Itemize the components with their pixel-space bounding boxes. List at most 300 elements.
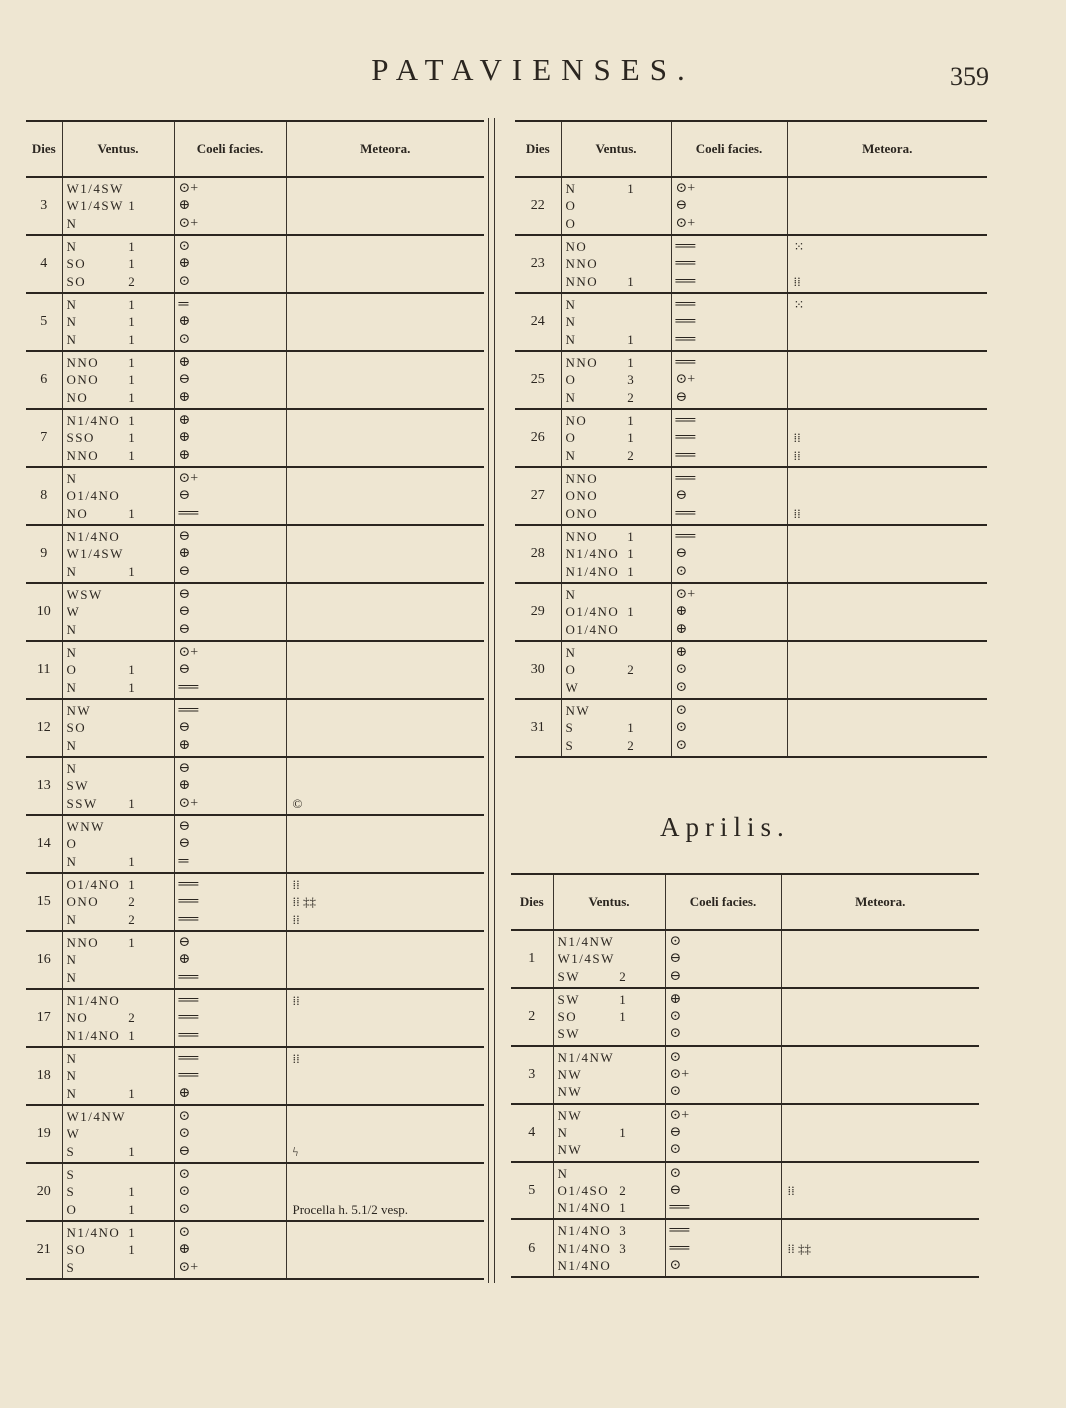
meteora-note (293, 702, 485, 719)
meteora-note (794, 197, 988, 214)
weather-table (515, 120, 987, 758)
sky-symbol: ⊖ (178, 935, 191, 951)
wind-direction: N (66, 471, 78, 487)
sky-cell (174, 1047, 286, 1105)
header-ventus: Ventus. (561, 121, 671, 177)
meteora-note (794, 661, 988, 678)
sky-symbol: ⊙ (669, 934, 682, 949)
day-number: 19 (26, 1105, 62, 1163)
sky-symbol: ⊙ (675, 679, 688, 695)
sky-cell (671, 351, 787, 409)
wind-force: 2 (128, 894, 135, 910)
wind-direction: O (565, 198, 577, 214)
meteora-cell (286, 409, 484, 467)
sky-symbol: ══ (675, 413, 696, 429)
meteora-note (794, 528, 988, 545)
meteora-note (293, 603, 485, 620)
meteora-note (293, 1224, 485, 1241)
meteora-note (293, 835, 485, 852)
wind-force: 1 (128, 372, 135, 388)
meteora-note (788, 991, 980, 1008)
meteora-note: ⁞⁞ (793, 505, 801, 521)
meteora-cell (286, 815, 484, 873)
sky-symbol: ⊙+ (669, 1107, 690, 1123)
wind-cell (62, 525, 174, 583)
sky-cell (174, 989, 286, 1047)
table-row (26, 757, 484, 815)
wind-force: 2 (627, 389, 634, 405)
meteora-cell (781, 1162, 979, 1220)
wind-direction: NW (557, 1142, 583, 1158)
meteora-note (293, 934, 485, 951)
meteora-note (293, 545, 485, 562)
wind-direction: N (66, 331, 78, 347)
meteora-note (293, 563, 485, 580)
header-coeli-facies: Coeli facies. (174, 121, 286, 177)
wind-direction: NNO (66, 935, 100, 951)
wind-direction: N1/4NO (557, 1200, 612, 1216)
table-march-left (26, 120, 484, 1280)
day-number: 6 (26, 351, 62, 409)
sky-symbol: ══ (669, 1240, 690, 1256)
table-row (511, 1162, 979, 1220)
day-number: 10 (26, 583, 62, 641)
sky-cell (174, 467, 286, 525)
table-row (515, 351, 987, 409)
meteora-cell (286, 1047, 484, 1105)
wind-direction: SO (66, 720, 87, 736)
meteora-cell (286, 873, 484, 931)
sky-symbol: ⊙ (669, 1049, 682, 1065)
sky-symbol: ══ (675, 297, 696, 313)
sky-symbol: ⊕ (178, 430, 191, 446)
wind-cell (561, 293, 671, 351)
sky-symbol: ⊖ (178, 488, 191, 504)
wind-force: 1 (128, 198, 135, 214)
meteora-cell (787, 409, 987, 467)
meteora-note (293, 389, 485, 406)
sky-symbol: ⊖ (178, 563, 191, 579)
wind-force: 1 (128, 314, 135, 330)
wind-direction: NNO (565, 273, 599, 289)
wind-force: 1 (128, 1242, 135, 1258)
sky-symbol: ⊙ (675, 662, 688, 678)
wind-cell (62, 583, 174, 641)
wind-direction: O1/4NO (66, 877, 121, 893)
wind-force: 1 (128, 1027, 135, 1043)
sky-symbol: ══ (675, 239, 696, 255)
meteora-note (788, 1025, 980, 1042)
meteora-cell (286, 1221, 484, 1279)
wind-cell (62, 1105, 174, 1163)
table-row (26, 873, 484, 931)
meteora-cell (787, 177, 987, 235)
wind-force: 1 (627, 331, 634, 347)
day-number: 7 (26, 409, 62, 467)
wind-direction: N1/4NO (565, 546, 620, 562)
meteora-note: ⁙ (793, 239, 805, 255)
wind-cell (62, 1221, 174, 1279)
meteora-note (788, 968, 980, 985)
table-row (26, 235, 484, 293)
table-row (26, 293, 484, 351)
sky-symbol: ⊕ (178, 546, 191, 562)
sky-symbol: ⊖ (178, 529, 191, 545)
table-row (515, 177, 987, 235)
weather-table (26, 120, 484, 1280)
sky-symbol: ⊙ (669, 1165, 682, 1181)
sky-cell (671, 699, 787, 757)
sky-symbol: ⊕ (178, 413, 191, 429)
wind-force: 1 (128, 256, 135, 272)
table-row (26, 699, 484, 757)
wind-force: 1 (128, 239, 135, 255)
wind-direction: O (565, 215, 577, 231)
meteora-note: ⁞⁞ (793, 430, 801, 446)
sky-symbol: ══ (178, 993, 199, 1009)
wind-force: 3 (619, 1240, 626, 1256)
table-row (515, 525, 987, 583)
meteora-cell (787, 641, 987, 699)
sky-symbol: ⊕ (675, 645, 688, 661)
table-row (511, 930, 979, 988)
wind-direction: O (565, 430, 577, 446)
sky-symbol: ══ (675, 355, 696, 371)
wind-cell (561, 235, 671, 293)
wind-force: 1 (128, 877, 135, 893)
meteora-note (293, 313, 485, 330)
meteora-note (293, 586, 485, 603)
meteora-cell (781, 930, 979, 988)
sky-symbol: ⊖ (178, 662, 191, 678)
wind-direction: NW (565, 703, 591, 719)
day-number: 27 (515, 467, 561, 525)
wind-force: 1 (128, 1085, 135, 1101)
wind-direction: NNO (565, 256, 599, 272)
sky-symbol: ⊖ (675, 389, 688, 405)
meteora-note (293, 412, 485, 429)
sky-symbol: ⊕ (178, 447, 191, 463)
day-number: 8 (26, 467, 62, 525)
sky-cell (174, 177, 286, 235)
meteora-note (293, 737, 485, 754)
meteora-cell (787, 293, 987, 351)
header-coeli-facies: Coeli facies. (665, 874, 781, 930)
wind-direction: N (66, 737, 78, 753)
wind-force: 2 (619, 968, 626, 984)
meteora-cell (286, 467, 484, 525)
sky-symbol: ⊕ (178, 778, 191, 794)
wind-direction: O (565, 662, 577, 678)
sky-cell (665, 1046, 781, 1104)
meteora-note (293, 1259, 485, 1276)
meteora-note (293, 1183, 485, 1200)
header-meteora: Meteora. (286, 121, 484, 177)
sky-symbol: ══ (178, 1027, 199, 1043)
wind-force: 1 (128, 505, 135, 521)
wind-force: 1 (128, 447, 135, 463)
sky-symbol: ⊕ (178, 198, 191, 214)
sky-symbol: ═ (178, 853, 189, 869)
wind-force: 1 (128, 679, 135, 695)
wind-direction: N (66, 239, 78, 255)
wind-force: 1 (619, 1200, 626, 1216)
sky-symbol: ⊙ (178, 239, 191, 255)
sky-symbol: ══ (178, 1010, 199, 1026)
sky-symbol: ⊙ (669, 1142, 682, 1158)
day-number: 23 (515, 235, 561, 293)
wind-direction: SO (66, 273, 87, 289)
meteora-note (293, 777, 485, 794)
sky-symbol: ⊕ (669, 991, 682, 1007)
meteora-note (794, 412, 988, 429)
meteora-cell (787, 351, 987, 409)
sky-symbol: ══ (675, 505, 696, 521)
meteora-note (293, 505, 485, 522)
sky-symbol: ⊙ (178, 1126, 191, 1142)
meteora-note (293, 429, 485, 446)
wind-cell (62, 293, 174, 351)
wind-direction: N (66, 761, 78, 777)
sky-symbol: ⊙ (178, 1184, 191, 1200)
meteora-cell (787, 467, 987, 525)
meteora-note (293, 296, 485, 313)
sky-cell (174, 1221, 286, 1279)
wind-cell (62, 931, 174, 989)
page-number: 359 (950, 62, 989, 91)
sky-symbol: ⊙ (675, 563, 688, 579)
meteora-note (788, 950, 980, 967)
wind-cell (62, 873, 174, 931)
wind-cell (553, 1219, 665, 1277)
day-number: 6 (511, 1219, 553, 1277)
sky-cell (174, 931, 286, 989)
sky-symbol: ⊖ (178, 604, 191, 620)
day-number: 12 (26, 699, 62, 757)
meteora-cell (286, 931, 484, 989)
month-heading-aprilis: Aprilis. (660, 812, 790, 842)
sky-symbol: ══ (675, 331, 696, 347)
header-ventus: Ventus. (62, 121, 174, 177)
meteora-note (293, 180, 485, 197)
meteora-note (293, 273, 485, 290)
meteora-note (794, 679, 988, 696)
meteora-note: ⁞⁞ (292, 877, 300, 893)
meteora-note: ⁞⁞ (793, 447, 801, 463)
meteora-note (794, 354, 988, 371)
sky-cell (174, 757, 286, 815)
table-row (26, 467, 484, 525)
sky-symbol: ⊖ (178, 720, 191, 736)
sky-symbol: ⊙+ (675, 587, 696, 603)
table-row (26, 351, 484, 409)
wind-direction: SSO (66, 430, 95, 446)
table-row (515, 467, 987, 525)
meteora-note (794, 702, 988, 719)
day-number: 2 (511, 988, 553, 1046)
wind-cell (561, 351, 671, 409)
meteora-note (794, 545, 988, 562)
wind-direction: W (66, 604, 81, 620)
wind-force: 1 (627, 273, 634, 289)
table-row (26, 177, 484, 235)
sky-symbol: ⊖ (178, 761, 191, 777)
sky-cell (671, 293, 787, 351)
sky-cell (671, 235, 787, 293)
header-coeli-facies: Coeli facies. (671, 121, 787, 177)
meteora-note (293, 1009, 485, 1026)
day-number: 3 (511, 1046, 553, 1104)
wind-direction: O (66, 836, 78, 852)
meteora-note: ⁞⁞ (292, 911, 300, 927)
day-number: 28 (515, 525, 561, 583)
wind-direction: NNO (565, 471, 599, 487)
table-row (26, 409, 484, 467)
wind-direction: N (66, 297, 78, 313)
wind-direction: W1/4NW (66, 1109, 127, 1125)
wind-direction: NW (557, 1107, 583, 1123)
sky-symbol: ⊙ (178, 1201, 191, 1217)
sky-symbol: ⊙ (178, 1109, 191, 1125)
sky-symbol: ⊙ (178, 1225, 191, 1241)
wind-direction: SW (557, 1026, 580, 1042)
wind-direction: W1/4SW (66, 546, 124, 562)
wind-direction: N1/4NO (66, 1027, 121, 1043)
wind-direction: W1/4SW (66, 181, 124, 197)
sky-symbol: ⊙+ (178, 1259, 199, 1275)
sky-symbol: ⊙ (178, 331, 191, 347)
day-number: 25 (515, 351, 561, 409)
wind-force: 1 (128, 413, 135, 429)
wind-direction: NO (66, 389, 89, 405)
table-row (511, 1219, 979, 1277)
wind-force: 1 (128, 430, 135, 446)
day-number: 1 (511, 930, 553, 988)
sky-symbol: ══ (669, 1200, 690, 1216)
sky-symbol: ⊙ (178, 273, 191, 289)
table-row (515, 293, 987, 351)
meteora-note: ⁞⁞ ‡‡ (292, 894, 316, 910)
meteora-note: © (292, 795, 303, 811)
meteora-cell (787, 583, 987, 641)
day-number: 11 (26, 641, 62, 699)
weather-table (511, 873, 979, 1278)
table-row (515, 641, 987, 699)
sky-symbol: ⊙ (178, 1167, 191, 1183)
wind-direction: W1/4SW (66, 198, 124, 214)
sky-symbol: ⊖ (675, 198, 688, 214)
meteora-note (293, 1027, 485, 1044)
meteora-cell (286, 1163, 484, 1221)
header-meteora: Meteora. (781, 874, 979, 930)
day-number: 26 (515, 409, 561, 467)
meteora-note (293, 1085, 485, 1102)
wind-cell (561, 525, 671, 583)
column-divider (488, 118, 495, 1283)
sky-symbol: ⊕ (178, 1242, 191, 1258)
wind-cell (561, 409, 671, 467)
wind-direction: N (66, 645, 78, 661)
meteora-cell (781, 1219, 979, 1277)
sky-cell (665, 930, 781, 988)
wind-force: 1 (128, 297, 135, 313)
meteora-note (788, 1066, 980, 1083)
wind-direction: N1/4NO (66, 993, 121, 1009)
table-row (515, 699, 987, 757)
sky-cell (665, 1219, 781, 1277)
wind-direction: N (565, 447, 577, 463)
wind-force: 1 (627, 430, 634, 446)
meteora-note: ⁞⁞ ‡‡ (787, 1240, 811, 1256)
sky-cell (174, 641, 286, 699)
meteora-note (794, 371, 988, 388)
meteora-cell (781, 1046, 979, 1104)
wind-direction: N1/4NO (557, 1240, 612, 1256)
sky-cell (174, 409, 286, 467)
sky-symbol: ⊕ (178, 737, 191, 753)
day-number: 30 (515, 641, 561, 699)
wind-direction: NW (557, 1084, 583, 1100)
meteora-note (293, 969, 485, 986)
sky-symbol: ══ (675, 256, 696, 272)
meteora-note (293, 1166, 485, 1183)
sky-symbol: ⊖ (675, 488, 688, 504)
sky-symbol: ⊕ (178, 389, 191, 405)
sky-symbol: ⊖ (669, 951, 682, 967)
day-number: 18 (26, 1047, 62, 1105)
header-dies: Dies (515, 121, 561, 177)
meteora-cell (781, 988, 979, 1046)
sky-symbol: ⊕ (178, 355, 191, 371)
wind-direction: NNO (565, 355, 599, 371)
meteora-note (788, 1165, 980, 1182)
meteora-note: Procella h. 5.1/2 vesp. (292, 1201, 409, 1217)
sky-cell (671, 583, 787, 641)
day-number: 16 (26, 931, 62, 989)
wind-direction: ONO (565, 488, 599, 504)
sky-symbol: ⊙+ (669, 1067, 690, 1083)
sky-cell (671, 177, 787, 235)
day-number: 17 (26, 989, 62, 1047)
meteora-note (293, 1125, 485, 1142)
sky-symbol: ⊕ (178, 256, 191, 272)
wind-direction: N (66, 969, 78, 985)
sky-symbol: ⊖ (669, 1124, 682, 1140)
sky-cell (671, 409, 787, 467)
wind-direction: W (66, 1126, 81, 1142)
wind-force: 2 (619, 1182, 626, 1198)
meteora-note (293, 621, 485, 638)
meteora-note: ϟ (292, 1143, 299, 1159)
wind-force: 1 (619, 1009, 626, 1025)
wind-force: 1 (627, 181, 634, 197)
meteora-note (794, 621, 988, 638)
day-number: 5 (511, 1162, 553, 1220)
sky-symbol: ⊖ (675, 546, 688, 562)
table-row (26, 1163, 484, 1221)
wind-direction: NO (565, 413, 588, 429)
wind-direction: N1/4NO (66, 413, 121, 429)
day-number: 22 (515, 177, 561, 235)
wind-direction: SW (557, 991, 580, 1007)
meteora-note (293, 679, 485, 696)
wind-cell (62, 699, 174, 757)
sky-cell (174, 1105, 286, 1163)
meteora-note (293, 951, 485, 968)
table-row (511, 1104, 979, 1162)
sky-symbol: ══ (178, 1068, 199, 1084)
wind-direction: N (66, 215, 78, 231)
